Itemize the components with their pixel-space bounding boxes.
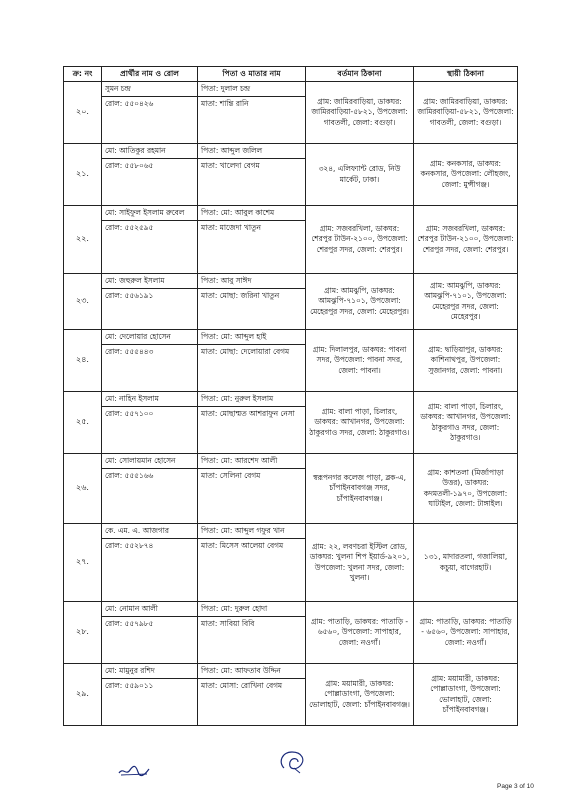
serial-cell: ২৭. [64,524,102,602]
name-roll-cell [102,82,198,144]
father-name: পিতা: মো: আবুল কাশেম [201,208,275,217]
candidate-roll: রোল: ৫৫২৮৭৪ [102,538,197,553]
parents-cell [198,144,306,206]
mother-name: মাতা: মাজেদা খাতুন [198,220,305,235]
candidate-name: মো: মামুনুর রশিদ [105,666,155,675]
name-roll-cell [102,524,198,602]
candidate-table [63,66,518,726]
serial-cell: ২২. [64,206,102,274]
table-row [64,330,518,392]
mother-name: মাতা: শান্তি রানি [198,96,305,111]
mother-name: মাতা: মোছা: দেলোয়ারা বেগম [198,344,305,359]
table-row [64,664,518,726]
present-address: ৩২৪, এলিফ্যান্ট রোড, নিউ মার্কেট, ঢাকা। [306,144,414,206]
permanent-address: গ্রাম: জামিরবাড়িয়া, ডাকঘর: জামিরবাড়িয়া-৫৮২১, উপজেলা: গাবতলী, জেলা: বগুড়া। [414,82,518,144]
candidate-name: সুমন চন্দ্র [105,84,131,93]
present-address: গ্রাম: বালা পাড়া, চিলারং, ডাকঘর: আখানগর, উপজেলা: ঠাকুরগাও সদর, জেলা: ঠাকুরগাও। [306,392,414,454]
name-roll-cell [102,602,198,664]
candidate-roll: রোল: ৫৫৬১৯১ [102,288,197,303]
header-parents: পিতা ও মাতার নাম [198,67,306,82]
mother-name: মাতা: সাবিয়া বিবি [198,616,305,631]
parents-cell [198,274,306,330]
present-address: গ্রাম: ময়ামারী, ডাকঘর: পোল্লাডাংগা, উপজেলা: ভোলাহাট, জেলা: চাঁপাইনবাবগঞ্জ। [306,664,414,726]
candidate-roll: রোল: ৫৫৫১৬৬ [102,468,197,483]
header-name-roll: প্রার্থীর নাম ও রোল [102,67,198,82]
candidate-name: মো: নোমান আলী [105,604,158,613]
present-address: গ্রাম: পাতাড়ি, ডাকঘর: পাতাড়ি - ৬৫৬০, উপজেলা: সাপাহার, জেলা: নওগাঁ। [306,602,414,664]
present-address: গ্রাম: দিলালপুর, ডাকঘর: পাবনা সদর, উপজেলা: পাবনা সদর, জেলা: পাবনা। [306,330,414,392]
candidate-roll: রোল: ৫৫৮০৬৫ [102,158,197,173]
parents-cell [198,330,306,392]
permanent-address: গ্রাম: পাতাড়ি, ডাকঘর: পাতাড়ি - ৬৫৬০, উপজেলা: সাপাহার, জেলা: নওগাঁ। [414,602,518,664]
parents-cell [198,392,306,454]
name-roll-cell [102,454,198,524]
permanent-address: গ্রাম: কনকসার, ডাকঘর: কনকসার, উপজেলা: লৌহজং, জেলা: মুন্সীগঞ্জ। [414,144,518,206]
candidate-table-wrapper [63,66,517,726]
candidate-roll: রোল: ৫৫৭৯৮৫ [102,616,197,631]
parents-cell [198,454,306,524]
table-row [64,144,518,206]
signature-right [276,748,310,774]
mother-name: মাতা: মোসা: রোখিনা বেগম [198,678,305,693]
father-name: পিতা: মো: আব্দুল গফুর খান [201,526,285,535]
candidate-name: মো: দেলোয়ার হোসেন [105,332,171,341]
candidate-roll: রোল: ৫৫৫৪৪৩ [102,344,197,359]
father-name: পিতা: দুলাল চন্দ্র [201,84,251,93]
father-name: পিতা: আব্দুল জলিল [201,146,263,155]
candidate-roll: রোল: ৫৫০৪২৬ [102,96,197,111]
parents-cell [198,524,306,602]
father-name: পিতা: মো: নুরুল ইসলাম [201,394,274,403]
header-present-address: বর্তমান ঠিকানা [306,67,414,82]
header-permanent-address: স্থায়ী ঠিকানা [414,67,518,82]
present-address: গ্রাম: আমঝুপি, ডাকঘর: আমঝুপি-৭১০১, উপজেলা: মেহেরপুর সদর, জেলা: মেহেরপুর। [306,274,414,330]
table-row [64,524,518,602]
parents-cell [198,206,306,274]
candidate-name: মো: সাইফুল ইসলাম রুবেল [105,208,185,217]
permanent-address: গ্রাম: সজবরখিলা, ডাকঘর: শেরপুর টাউন-২১০০, উপজেলা: শেরপুর সদর, জেলা: শেরপুর। [414,206,518,274]
serial-cell: ২৪. [64,330,102,392]
signature-left [118,764,150,778]
present-address: গ্রাম: ২২, লবণচরা ইস্টিল রোড, ডাকঘর: খুলনা শিপ ইয়ার্ড-৯২০১, উপজেলা: খুলনা সদর, জেলা: খুলনা। [306,524,414,602]
name-roll-cell [102,274,198,330]
permanent-address: গ্রাম: আমঝুপি, ডাকঘর: আমঝুপি-৭১০১, উপজেলা: মেহেরপুর সদর, জেলা: মেহেরপুর। [414,274,518,330]
mother-name: মাতা: মোছাম্মত আশরাফুন নেসা [198,406,305,421]
name-roll-cell [102,206,198,274]
father-name: পিতা: আবু সাঈদ [201,276,252,285]
parents-cell [198,664,306,726]
serial-cell: ২৬. [64,454,102,524]
table-header-row [64,67,518,82]
parents-cell [198,82,306,144]
permanent-address: ১৩১, মাদারতলা, গজালিয়া, কচুয়া, বাগেরহাট। [414,524,518,602]
permanent-address: গ্রাম: বালা পাড়া, চিলারং, ডাকঘর: আখানগর, উপজেলা: ঠাকুরগাও সদর, জেলা: ঠাকুরগাও। [414,392,518,454]
serial-cell: ২৯. [64,664,102,726]
parents-cell [198,602,306,664]
name-roll-cell [102,664,198,726]
candidate-roll: রোল: ৫৫৯০১১ [102,678,197,693]
table-row [64,206,518,274]
name-roll-cell [102,392,198,454]
candidate-name: মো: জহুরুল ইসলাম [105,276,165,285]
father-name: পিতা: মো: আব্দুল হাই [201,332,267,341]
serial-cell: ২৮. [64,602,102,664]
name-roll-cell [102,144,198,206]
serial-cell: ২১. [64,144,102,206]
serial-cell: ২০. [64,82,102,144]
candidate-name: মো: আতিকুর রহমান [105,146,166,155]
father-name: পিতা: মো: আরশেদ আলী [201,456,278,465]
page-number: Page 3 of 10 [497,783,534,790]
table-row [64,454,518,524]
permanent-address: গ্রাম: দ্বাড়িয়াপুর, ডাকঘর: কাশিনাথপুর, উপজেলা: সুজানগর, জেলা: পাবনা। [414,330,518,392]
serial-cell: ২৩. [64,274,102,330]
header-serial: ক্র: নং [64,67,102,82]
present-address: গ্রাম: সজবরখিলা, ডাকঘর: শেরপুর টাউন-২১০০, উপজেলা: শেরপুর সদর, জেলা: শেরপুর। [306,206,414,274]
mother-name: মাতা: মিসেস আলেয়া বেগম [198,538,305,553]
table-row [64,82,518,144]
candidate-roll: রোল: ৫৫৭১০০ [102,406,197,421]
table-row [64,274,518,330]
mother-name: মাতা: খালেদা বেগম [198,158,305,173]
present-address: গ্রাম: জামিরবাড়িয়া, ডাকঘর: জামিরবাড়িয়া-৫৮২১, উপজেলা: গাবতলী, জেলা: বগুড়া। [306,82,414,144]
mother-name: মাতা: সেলিনা বেগম [198,468,305,483]
candidate-name: মো: সোলায়মান হোসেন [105,456,176,465]
father-name: পিতা: মো: দুরুল হোদা [201,604,268,613]
permanent-address: গ্রাম: কাশতলা (মির্জাপাড়া উত্তর), ডাকঘর: কদমতলী-১৯৭০, উপজেলা: ঘাটাইল, জেলা: টাঙ্গাইল। [414,454,518,524]
candidate-roll: রোল: ৫৫২৫৯৫ [102,220,197,235]
permanent-address: গ্রাম: ময়ামারী, ডাকঘর: পোল্লাডাংগা, উপজেলা: ভোলাহাট, জেলা: চাঁপাইনবাবগঞ্জ। [414,664,518,726]
name-roll-cell [102,330,198,392]
mother-name: মাতা: মোছা: জরিনা খাতুন [198,288,305,303]
candidate-name: মো: নাহিন ইসলাম [105,394,159,403]
table-row [64,602,518,664]
serial-cell: ২৫. [64,392,102,454]
father-name: পিতা: মো: আফতাব উদ্দিন [201,666,281,675]
present-address: স্বরূপনগর কলেজ পাড়া, ব্লক-এ, চাঁপাইনবাবগঞ্জ সদর, চাঁপাইনবাবগঞ্জ। [306,454,414,524]
candidate-name: কে. এম. এ. আজগার [105,526,169,535]
table-row [64,392,518,454]
